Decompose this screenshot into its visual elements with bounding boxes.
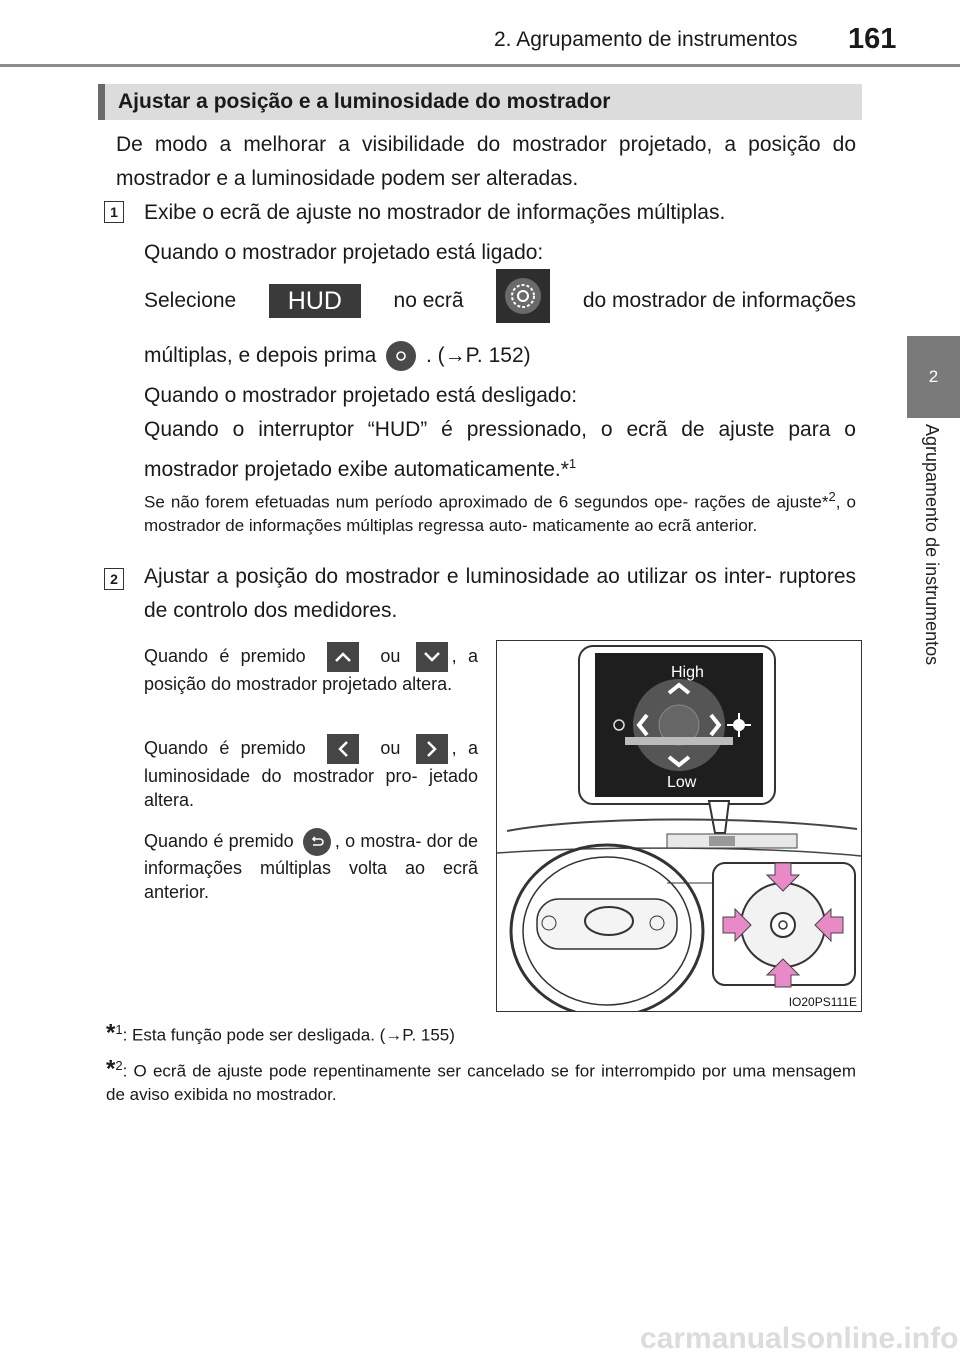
item2-b: , a luminosidade do mostrador pro- jetado altera. (144, 737, 478, 810)
section-heading-text: Ajustar a posição e a luminosidade do mostrador (118, 90, 611, 113)
step-number-1: 1 (104, 201, 124, 223)
section-heading-bar (98, 84, 105, 120)
hud-menu-item: HUD (269, 284, 361, 318)
step1-select-line (144, 273, 856, 329)
section-heading (98, 84, 862, 120)
running-header-title: 2. Agrupamento de instrumentos (494, 28, 798, 51)
step1-note-b: , o mostrador de informações múltiplas regressa auto- maticamente ao ecrã anterior. (144, 492, 856, 535)
footnote-1-mark: * (106, 1019, 116, 1047)
watermark: carmanualsonline.info (640, 1322, 959, 1355)
hud-high-label: High (671, 664, 704, 681)
item1-or: ou (380, 645, 401, 666)
left-button-icon (327, 734, 359, 764)
step1-off-heading: Quando o mostrador projetado está desligado: (144, 384, 578, 407)
step1-off-text-body: Quando o interruptor “HUD” é pressionado, o ecrã de ajuste para o mostrador projetado exibe automaticamente.* (144, 418, 856, 481)
step-number-2: 2 (104, 568, 124, 590)
step2-item-back (144, 828, 478, 904)
footnote-1-text: : Esta função pode ser desligada. (→P. 155) (122, 1025, 455, 1045)
step1-off-text (144, 413, 856, 487)
step1-tail2b: . (→P. 152) (425, 344, 531, 367)
right-button-icon (416, 734, 448, 764)
illustration-drawing (497, 641, 861, 1011)
screen-word: no ecrã (393, 289, 464, 312)
step2-text: Ajustar a posição do mostrador e luminosidade ao utilizar os inter- ruptores de controlo dos medidores. (144, 565, 856, 622)
ok-button-icon (386, 341, 416, 371)
footnote-2-text: : O ecrã de ajuste pode repentinamente ser cancelado se for interrompido por uma mensagem de aviso exibida no mostrador. (106, 1061, 856, 1104)
hud-low-label: Low (667, 774, 697, 791)
item2-or: ou (380, 737, 401, 758)
step1-press-line (144, 339, 856, 373)
page-number: 161 (848, 23, 897, 55)
footnote-ref-2: 2 (828, 489, 836, 504)
intro-paragraph: De modo a melhorar a visibilidade do mostrador projetado, a posição do mostrador e a luminosidade podem ser alteradas. (116, 133, 856, 190)
select-word: Selecione (144, 289, 237, 312)
down-button-icon (416, 642, 448, 672)
up-button-icon (327, 642, 359, 672)
step1-on-heading: Quando o mostrador projetado está ligado: (144, 241, 544, 264)
footnote-1 (106, 1018, 856, 1047)
step2-item-brightness (144, 734, 478, 812)
step1-note (144, 485, 856, 537)
steering-hud-illustration (496, 640, 862, 1012)
step2-item-position (144, 642, 478, 696)
step1-tail2a: múltiplas, e depois prima (144, 344, 377, 367)
settings-gear-icon (496, 269, 550, 334)
chapter-tab-number: 2 (907, 336, 960, 418)
step1-note-a: Se não forem efetuadas num período aproximado de 6 segundos ope- rações de ajuste* (144, 492, 829, 512)
chapter-tab-label-text: Agrupamento de instrumentos (922, 424, 942, 666)
item1-b: , a posição do mostrador projetado altera. (144, 645, 478, 694)
footnote-2 (106, 1054, 856, 1106)
footnote-1-sup: 1 (115, 1022, 123, 1037)
step1-tail1: do mostrador de informações (582, 289, 856, 312)
item1-a: Quando é premido (144, 645, 306, 666)
back-button-icon (303, 828, 331, 856)
step1-text: Exibe o ecrã de ajuste no mostrador de informações múltiplas. (144, 201, 726, 224)
footnote-2-mark: * (106, 1055, 116, 1083)
item3-b: , o mostra- dor de informações múltiplas volta ao ecrã anterior. (144, 830, 478, 902)
chapter-tab-label (907, 424, 960, 724)
footnote-ref-1: 1 (568, 456, 577, 471)
footnote-2-sup: 2 (115, 1058, 123, 1073)
item2-a: Quando é premido (144, 737, 306, 758)
header-rule (0, 64, 960, 67)
item3-a: Quando é premido (144, 830, 294, 851)
illustration-id: IO20PS111E (788, 995, 857, 1009)
